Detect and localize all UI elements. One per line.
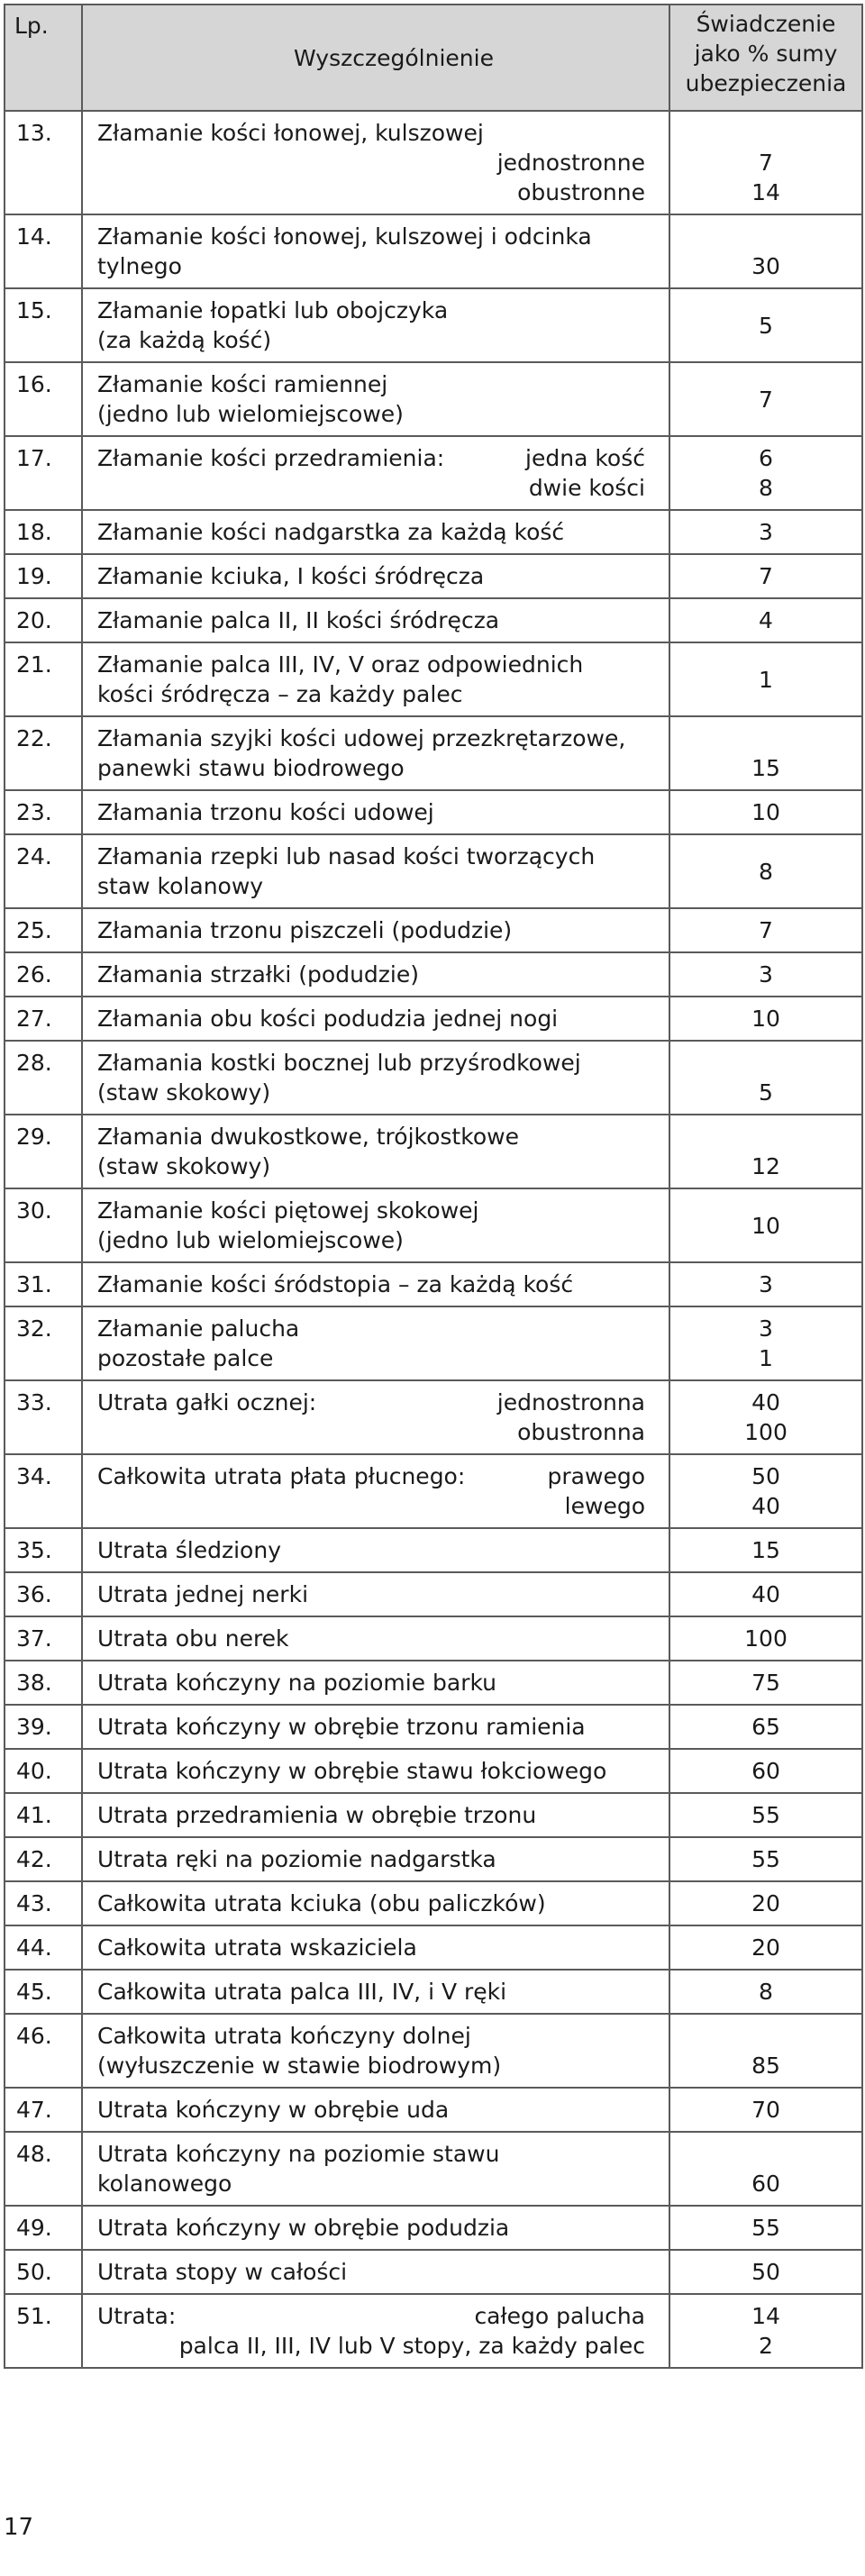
row-description xyxy=(82,1837,669,1881)
row-number: 21. xyxy=(5,642,82,716)
row-description-line: Utrata śledziony xyxy=(97,1537,281,1563)
row-description xyxy=(82,997,669,1041)
row-value xyxy=(669,436,862,510)
row-description-line: Całkowita utrata kończyny dolnej xyxy=(97,2023,471,2049)
row-description-line: Złamania dwukostkowe, trójkostkowe xyxy=(97,1124,519,1150)
row-value: 3 xyxy=(669,952,862,997)
row-sub-label: obustronne xyxy=(517,179,645,205)
row-value: 5 xyxy=(669,288,862,362)
row-description-line: Złamania trzonu kości udowej xyxy=(97,799,434,825)
row-sub-value: 2 xyxy=(759,2333,773,2359)
row-description xyxy=(82,2132,669,2206)
table-row xyxy=(5,214,862,288)
row-sub-value: 6 xyxy=(759,445,773,471)
row-description xyxy=(82,1616,669,1661)
row-description-line: (jedno lub wielomiejscowe) xyxy=(97,401,404,427)
table-row xyxy=(5,1572,862,1616)
row-description-line: Utrata kończyny na poziomie stawu xyxy=(97,2141,500,2167)
row-sub-label: prawego xyxy=(547,1463,645,1489)
table-row xyxy=(5,1705,862,1749)
row-description xyxy=(82,111,669,214)
row-sub-value: 8 xyxy=(759,475,773,501)
row-number: 23. xyxy=(5,790,82,834)
row-description xyxy=(82,288,669,362)
row-description xyxy=(82,2206,669,2250)
row-description-line: Utrata kończyny w obrębie stawu łokciowego xyxy=(97,1758,607,1784)
row-description-line: (staw skokowy) xyxy=(97,1153,271,1179)
row-description xyxy=(82,510,669,554)
header-description: Wyszczególnienie xyxy=(82,5,669,111)
row-sub-value: 7 xyxy=(759,150,773,176)
row-value: 12 xyxy=(669,1115,862,1188)
row-sub-value: 3 xyxy=(759,1315,773,1342)
row-value-spacer xyxy=(670,118,861,148)
table-row xyxy=(5,834,862,908)
row-number: 40. xyxy=(5,1749,82,1793)
table-row xyxy=(5,2088,862,2132)
row-description-line: Złamanie kciuka, I kości śródręcza xyxy=(97,563,485,589)
row-description xyxy=(82,2250,669,2294)
row-value: 55 xyxy=(669,1837,862,1881)
row-number: 22. xyxy=(5,716,82,790)
row-value xyxy=(669,111,862,214)
row-description-line: Złamanie kości nadgarstka za każdą kość xyxy=(97,519,565,545)
table-row xyxy=(5,2132,862,2206)
row-description xyxy=(82,1749,669,1793)
row-description-line: Utrata kończyny na poziomie barku xyxy=(97,1670,497,1696)
row-description-line: Złamanie kości łonowej, kulszowej i odcinka xyxy=(97,223,592,250)
row-sub-value: 100 xyxy=(744,1419,788,1445)
row-description-line: pozostałe palce xyxy=(97,1345,274,1371)
header-value-line: ubezpieczenia xyxy=(685,70,847,96)
row-number: 47. xyxy=(5,2088,82,2132)
table-header-row xyxy=(5,5,862,111)
row-sub-value: 50 xyxy=(751,1463,780,1489)
row-description xyxy=(82,834,669,908)
row-description xyxy=(82,1262,669,1306)
row-description xyxy=(82,2014,669,2088)
row-description-line: Całkowita utrata wskaziciela xyxy=(97,1934,417,1961)
row-description-line: kolanowego xyxy=(97,2171,232,2197)
row-description xyxy=(82,1925,669,1970)
row-description-line: (za każdą kość) xyxy=(97,327,272,353)
table-row xyxy=(5,2206,862,2250)
row-description xyxy=(82,362,669,436)
row-description xyxy=(82,1454,669,1528)
row-description xyxy=(82,1881,669,1925)
row-number: 20. xyxy=(5,598,82,642)
row-number: 48. xyxy=(5,2132,82,2206)
row-number: 32. xyxy=(5,1306,82,1380)
row-value: 100 xyxy=(669,1616,862,1661)
row-sub-label: jednostronne xyxy=(496,150,645,176)
row-value: 60 xyxy=(669,2132,862,2206)
row-sub-label: lewego xyxy=(564,1493,645,1519)
row-description xyxy=(82,1306,669,1380)
row-description xyxy=(82,1572,669,1616)
row-description-line: tylnego xyxy=(97,253,182,279)
row-description-line: Złamanie palca III, IV, V oraz odpowiednich xyxy=(97,651,584,678)
table-row xyxy=(5,2250,862,2294)
row-description xyxy=(82,598,669,642)
header-lp: Lp. xyxy=(5,5,82,111)
table-row xyxy=(5,642,862,716)
row-number: 24. xyxy=(5,834,82,908)
row-description-line: Utrata gałki ocznej: xyxy=(97,1389,317,1415)
row-number: 29. xyxy=(5,1115,82,1188)
row-description-line: Utrata obu nerek xyxy=(97,1625,289,1652)
table-row xyxy=(5,716,862,790)
row-value: 10 xyxy=(669,1188,862,1262)
row-number: 51. xyxy=(5,2294,82,2368)
row-description-line: Złamanie kości ramiennej xyxy=(97,371,388,397)
row-number: 46. xyxy=(5,2014,82,2088)
row-number: 49. xyxy=(5,2206,82,2250)
row-description-line: Utrata jednej nerki xyxy=(97,1581,309,1607)
row-number: 43. xyxy=(5,1881,82,1925)
row-number: 16. xyxy=(5,362,82,436)
row-value: 8 xyxy=(669,1970,862,2014)
row-description-line: Całkowita utrata palca III, IV, i V ręki xyxy=(97,1979,507,2005)
row-description xyxy=(82,2294,669,2368)
row-description-line: (wyłuszczenie w stawie biodrowym) xyxy=(97,2053,502,2079)
row-value: 7 xyxy=(669,908,862,952)
row-number: 13. xyxy=(5,111,82,214)
row-description xyxy=(82,952,669,997)
row-value: 3 xyxy=(669,510,862,554)
row-description-line: Złamanie łopatki lub obojczyka xyxy=(97,297,449,323)
row-description xyxy=(82,554,669,598)
table-row xyxy=(5,1115,862,1188)
row-number: 36. xyxy=(5,1572,82,1616)
table-row xyxy=(5,2014,862,2088)
row-sub-label: palca II, III, IV lub V stopy, za każdy palec xyxy=(178,2333,645,2359)
row-description-line: Złamania szyjki kości udowej przezkrętarzowe, xyxy=(97,725,626,751)
row-description-line: panewki stawu biodrowego xyxy=(97,755,405,781)
table-row xyxy=(5,1793,862,1837)
row-description-line: Utrata: xyxy=(97,2303,177,2329)
row-value: 55 xyxy=(669,1793,862,1837)
row-number: 27. xyxy=(5,997,82,1041)
row-value: 15 xyxy=(669,716,862,790)
table-row xyxy=(5,1306,862,1380)
row-sub-value: 40 xyxy=(751,1389,780,1415)
row-sub-label: całego palucha xyxy=(474,2303,645,2329)
row-description-line: Utrata ręki na poziomie nadgarstka xyxy=(97,1846,496,1872)
row-description-line: Złamania obu kości podudzia jednej nogi xyxy=(97,1006,559,1032)
row-value: 20 xyxy=(669,1925,862,1970)
row-value xyxy=(669,1380,862,1454)
row-description xyxy=(82,1705,669,1749)
row-description-line: Złamanie kości piętowej skokowej xyxy=(97,1197,479,1224)
table-row xyxy=(5,2294,862,2368)
row-number: 15. xyxy=(5,288,82,362)
table-row xyxy=(5,1188,862,1262)
row-value: 15 xyxy=(669,1528,862,1572)
table-row xyxy=(5,362,862,436)
row-description-line: Całkowita utrata płata płucnego: xyxy=(97,1463,466,1489)
row-sub-value: 1 xyxy=(759,1345,773,1371)
row-description xyxy=(82,1115,669,1188)
row-sub-value: 14 xyxy=(751,2303,780,2329)
benefits-table xyxy=(4,4,863,2369)
page-number: 17 xyxy=(4,2514,34,2541)
table-row xyxy=(5,510,862,554)
row-sub-label: obustronna xyxy=(517,1419,645,1445)
row-value xyxy=(669,1454,862,1528)
row-sub-value: 14 xyxy=(751,179,780,205)
row-value: 65 xyxy=(669,1705,862,1749)
row-value: 30 xyxy=(669,214,862,288)
row-number: 14. xyxy=(5,214,82,288)
table-row xyxy=(5,554,862,598)
table-row xyxy=(5,1837,862,1881)
row-description-line: (jedno lub wielomiejscowe) xyxy=(97,1227,404,1253)
row-sub-value: 40 xyxy=(751,1493,780,1519)
row-number: 31. xyxy=(5,1262,82,1306)
table-row xyxy=(5,1528,862,1572)
row-description xyxy=(82,2088,669,2132)
row-sub-label: jednostronna xyxy=(496,1389,645,1415)
table-row xyxy=(5,1970,862,2014)
row-number: 44. xyxy=(5,1925,82,1970)
table-row xyxy=(5,997,862,1041)
row-description-line: Utrata stopy w całości xyxy=(97,2259,348,2285)
row-number: 28. xyxy=(5,1041,82,1115)
table-row xyxy=(5,1749,862,1793)
row-description xyxy=(82,1661,669,1705)
row-value: 4 xyxy=(669,598,862,642)
row-number: 26. xyxy=(5,952,82,997)
row-description xyxy=(82,1528,669,1572)
row-description-line: Złamanie palucha xyxy=(97,1315,300,1342)
row-value xyxy=(669,2294,862,2368)
row-number: 33. xyxy=(5,1380,82,1454)
row-value: 60 xyxy=(669,1749,862,1793)
table-row xyxy=(5,598,862,642)
row-description-line: Całkowita utrata kciuka (obu paliczków) xyxy=(97,1890,546,1916)
row-description-line: Złamania kostki bocznej lub przyśrodkowej xyxy=(97,1050,581,1076)
row-description xyxy=(82,908,669,952)
row-number: 37. xyxy=(5,1616,82,1661)
table-row xyxy=(5,1661,862,1705)
row-number: 45. xyxy=(5,1970,82,2014)
row-value xyxy=(669,1306,862,1380)
row-number: 17. xyxy=(5,436,82,510)
row-number: 41. xyxy=(5,1793,82,1837)
row-description xyxy=(82,1380,669,1454)
row-description xyxy=(82,642,669,716)
row-value: 7 xyxy=(669,554,862,598)
row-description-line: Złamania rzepki lub nasad kości tworzących xyxy=(97,843,596,869)
row-sub-label: jedna kość xyxy=(525,445,645,471)
row-description xyxy=(82,1188,669,1262)
row-description-line: staw kolanowy xyxy=(97,873,264,899)
row-description-line: Złamanie palca II, II kości śródręcza xyxy=(97,607,500,633)
row-description-line: Utrata kończyny w obrębie trzonu ramienia xyxy=(97,1714,586,1740)
row-value: 7 xyxy=(669,362,862,436)
row-description-line: Złamanie kości łonowej, kulszowej xyxy=(97,120,484,146)
row-value: 40 xyxy=(669,1572,862,1616)
row-value: 1 xyxy=(669,642,862,716)
table-row xyxy=(5,288,862,362)
row-value: 5 xyxy=(669,1041,862,1115)
table-row xyxy=(5,436,862,510)
table-row xyxy=(5,111,862,214)
table-row xyxy=(5,1881,862,1925)
row-number: 30. xyxy=(5,1188,82,1262)
row-number: 39. xyxy=(5,1705,82,1749)
row-description xyxy=(82,214,669,288)
table-row xyxy=(5,790,862,834)
row-number: 25. xyxy=(5,908,82,952)
row-value: 50 xyxy=(669,2250,862,2294)
row-description xyxy=(82,790,669,834)
header-value-line: Świadczenie xyxy=(696,11,836,37)
row-description-line: Złamanie kości śródstopia – za każdą kość xyxy=(97,1271,574,1297)
row-value: 75 xyxy=(669,1661,862,1705)
row-number: 35. xyxy=(5,1528,82,1572)
row-number: 38. xyxy=(5,1661,82,1705)
row-description-line: (staw skokowy) xyxy=(97,1079,271,1106)
row-number: 34. xyxy=(5,1454,82,1528)
table-row xyxy=(5,952,862,997)
row-number: 50. xyxy=(5,2250,82,2294)
row-description-line: Utrata kończyny w obrębie podudzia xyxy=(97,2215,510,2241)
row-description xyxy=(82,716,669,790)
row-description xyxy=(82,436,669,510)
row-description xyxy=(82,1970,669,2014)
row-value: 20 xyxy=(669,1881,862,1925)
table-row xyxy=(5,1454,862,1528)
table-row xyxy=(5,1041,862,1115)
row-sub-label: dwie kości xyxy=(528,475,645,501)
row-description-line: Złamanie kości przedramienia: xyxy=(97,445,445,471)
table-body xyxy=(5,111,862,2368)
table-row xyxy=(5,1380,862,1454)
table-row xyxy=(5,1262,862,1306)
row-value: 10 xyxy=(669,997,862,1041)
row-value: 85 xyxy=(669,2014,862,2088)
row-description-line: Złamania strzałki (podudzie) xyxy=(97,961,420,988)
row-value: 3 xyxy=(669,1262,862,1306)
header-value-line: jako % sumy xyxy=(694,41,838,67)
row-description-line: kości śródręcza – za każdy palec xyxy=(97,681,463,707)
row-value: 8 xyxy=(669,834,862,908)
row-number: 42. xyxy=(5,1837,82,1881)
row-description-line: Złamania trzonu piszczeli (podudzie) xyxy=(97,917,513,943)
row-value: 70 xyxy=(669,2088,862,2132)
row-number: 18. xyxy=(5,510,82,554)
row-description xyxy=(82,1793,669,1837)
header-value xyxy=(669,5,862,111)
row-value: 10 xyxy=(669,790,862,834)
table-row xyxy=(5,1925,862,1970)
table-row xyxy=(5,908,862,952)
row-description-line: Utrata przedramienia w obrębie trzonu xyxy=(97,1802,537,1828)
row-value: 55 xyxy=(669,2206,862,2250)
row-number: 19. xyxy=(5,554,82,598)
row-description-line: Utrata kończyny w obrębie uda xyxy=(97,2097,450,2123)
table-row xyxy=(5,1616,862,1661)
row-description xyxy=(82,1041,669,1115)
